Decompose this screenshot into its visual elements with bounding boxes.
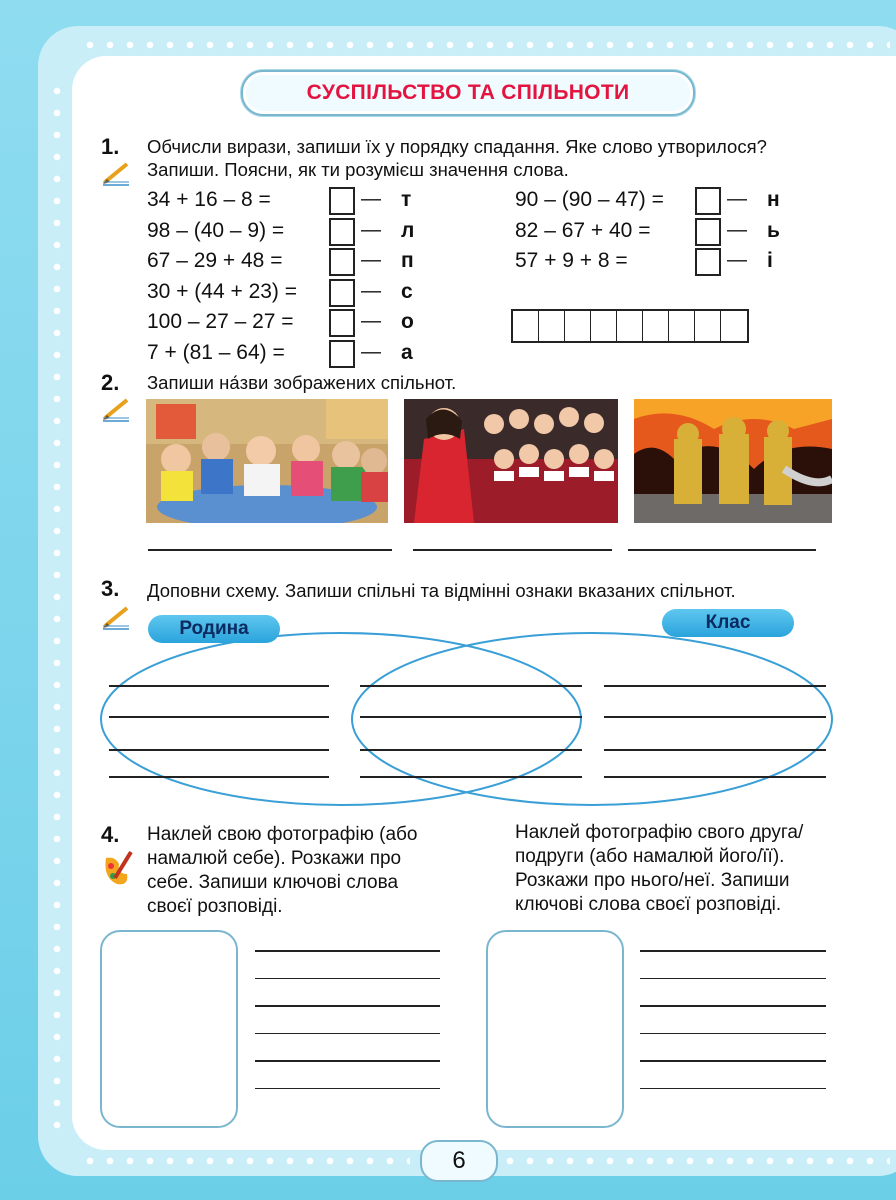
writing-line[interactable]	[255, 1088, 440, 1090]
brush-palette-icon	[103, 848, 133, 888]
letter-label: п	[401, 249, 414, 272]
writing-line[interactable]	[640, 1088, 826, 1090]
answer-grid-cell[interactable]	[695, 311, 721, 341]
dash-text: —	[727, 188, 747, 210]
dash-text: —	[361, 279, 381, 302]
writing-line[interactable]	[604, 716, 826, 718]
answer-line-photo-2[interactable]	[413, 549, 612, 551]
answer-word-grid[interactable]	[511, 309, 749, 343]
answer-box[interactable]	[329, 248, 355, 276]
letter-label: о	[401, 310, 414, 333]
decorative-dots-top	[80, 40, 890, 50]
writing-line[interactable]	[109, 776, 329, 778]
writing-line[interactable]	[255, 978, 440, 980]
writing-line[interactable]	[255, 1060, 440, 1062]
answer-box[interactable]	[695, 248, 721, 276]
dash-text: —	[361, 249, 381, 271]
writing-line[interactable]	[604, 749, 826, 751]
pencil-icon	[101, 396, 131, 422]
answer-box[interactable]	[695, 218, 721, 246]
writing-line[interactable]	[360, 749, 582, 751]
answer-grid-cell[interactable]	[617, 311, 643, 341]
expression-text: 100 – 27 – 27 =	[147, 310, 294, 333]
answer-grid-cell[interactable]	[591, 311, 617, 341]
answer-box[interactable]	[329, 218, 355, 246]
writing-line[interactable]	[109, 749, 329, 751]
venn-right-label: Клас	[662, 609, 794, 637]
decorative-dots-bottom-right	[500, 1156, 890, 1166]
task-4-left-line: Наклей свою фотографію (або	[147, 824, 418, 845]
answer-grid-cell[interactable]	[669, 311, 695, 341]
choir-with-teacher-photo	[404, 399, 618, 523]
dash-text: —	[361, 218, 381, 241]
page-title-banner	[241, 70, 695, 116]
dash-text: —	[361, 340, 381, 363]
expression-text: 57 + 9 + 8 =	[515, 249, 628, 272]
dash-text: —	[727, 218, 747, 241]
task-2-number: 2.	[101, 370, 120, 395]
expression-text: 82 – 67 + 40 =	[515, 218, 651, 242]
writing-line[interactable]	[109, 716, 329, 718]
task-2-text: Запиши на́зви зображених спільнот.	[147, 372, 457, 393]
writing-line[interactable]	[640, 1060, 826, 1062]
writing-line[interactable]	[109, 685, 329, 687]
task-4-right-line: Наклей фотографію свого друга/	[515, 822, 804, 843]
answer-box[interactable]	[329, 279, 355, 307]
writing-line[interactable]	[360, 776, 582, 778]
letter-label: ь	[767, 218, 780, 242]
task-4-left-line: намалюй себе). Розкажи про	[147, 848, 402, 869]
task-1-number: 1.	[101, 134, 120, 159]
task-4-left-line: себе. Запиши ключові слова	[147, 872, 399, 893]
task-3-text: Доповни схему. Запиши спільні та відмінні ознаки вказаних спільнот.	[147, 580, 736, 601]
task-4-number: 4.	[101, 822, 120, 847]
answer-grid-cell[interactable]	[721, 311, 747, 341]
writing-line[interactable]	[360, 685, 582, 687]
page-number: 6	[420, 1140, 498, 1182]
venn-left-label: Родина	[148, 615, 280, 643]
answer-grid-cell[interactable]	[565, 311, 591, 341]
expression-text: 67 – 29 + 48 =	[147, 249, 283, 272]
task-4-right-line: Розкажи про нього/неї. Запиши	[515, 870, 790, 891]
decorative-dots-bottom	[80, 1156, 410, 1166]
writing-line[interactable]	[255, 950, 440, 952]
writing-line[interactable]	[640, 950, 826, 952]
answer-line-photo-1[interactable]	[148, 549, 392, 551]
pencil-icon	[101, 160, 131, 186]
answer-line-photo-3[interactable]	[628, 549, 816, 551]
writing-line[interactable]	[640, 978, 826, 980]
letter-label: і	[767, 249, 773, 272]
letter-label: т	[401, 188, 412, 211]
dash-text: —	[361, 188, 381, 210]
writing-line[interactable]	[604, 685, 826, 687]
expression-text: 30 + (44 + 23) =	[147, 279, 298, 303]
answer-grid-cell[interactable]	[539, 311, 565, 341]
expression-text: 34 + 16 – 8 =	[147, 188, 271, 211]
answer-box[interactable]	[695, 187, 721, 215]
writing-line[interactable]	[604, 776, 826, 778]
writing-line[interactable]	[640, 1033, 826, 1035]
answer-grid-cell[interactable]	[643, 311, 669, 341]
answer-box[interactable]	[329, 309, 355, 337]
letter-label: л	[401, 218, 415, 242]
task-1-text-line2: Запиши. Поясни, як ти розумієш значення слова.	[147, 159, 569, 180]
decorative-dots-left	[52, 80, 62, 1140]
answer-grid-cell[interactable]	[513, 311, 539, 341]
writing-line[interactable]	[255, 1033, 440, 1035]
writing-line[interactable]	[255, 1005, 440, 1007]
expression-text: 90 – (90 – 47) =	[515, 188, 664, 211]
expression-text: 7 + (81 – 64) =	[147, 340, 285, 364]
letter-label: н	[767, 188, 780, 211]
letter-label: с	[401, 279, 413, 303]
writing-line[interactable]	[640, 1005, 826, 1007]
photo-placeholder-friend[interactable]	[486, 930, 624, 1128]
writing-line[interactable]	[360, 716, 582, 718]
firefighters-photo	[634, 399, 832, 523]
letter-label: а	[401, 340, 413, 364]
photo-placeholder-self[interactable]	[100, 930, 238, 1128]
task-4-left-line: своєї розповіді.	[147, 896, 283, 917]
dash-text: —	[727, 249, 747, 271]
expression-text: 98 – (40 – 9) =	[147, 218, 285, 242]
answer-box[interactable]	[329, 187, 355, 215]
page-title: СУСПІЛЬСТВО ТА СПІЛЬНОТИ	[306, 81, 630, 104]
task-3-number: 3.	[101, 576, 120, 601]
answer-box[interactable]	[329, 340, 355, 368]
dash-text: —	[361, 310, 381, 332]
task-4-right-line: подруги (або намалюй його/її).	[515, 846, 785, 867]
task-1-text-line1: Обчисли вирази, запиши їх у порядку спадання. Яке слово утворилося?	[147, 136, 767, 157]
children-at-table-photo	[146, 399, 388, 523]
task-4-right-line: ключові слова своєї розповіді.	[515, 894, 782, 915]
